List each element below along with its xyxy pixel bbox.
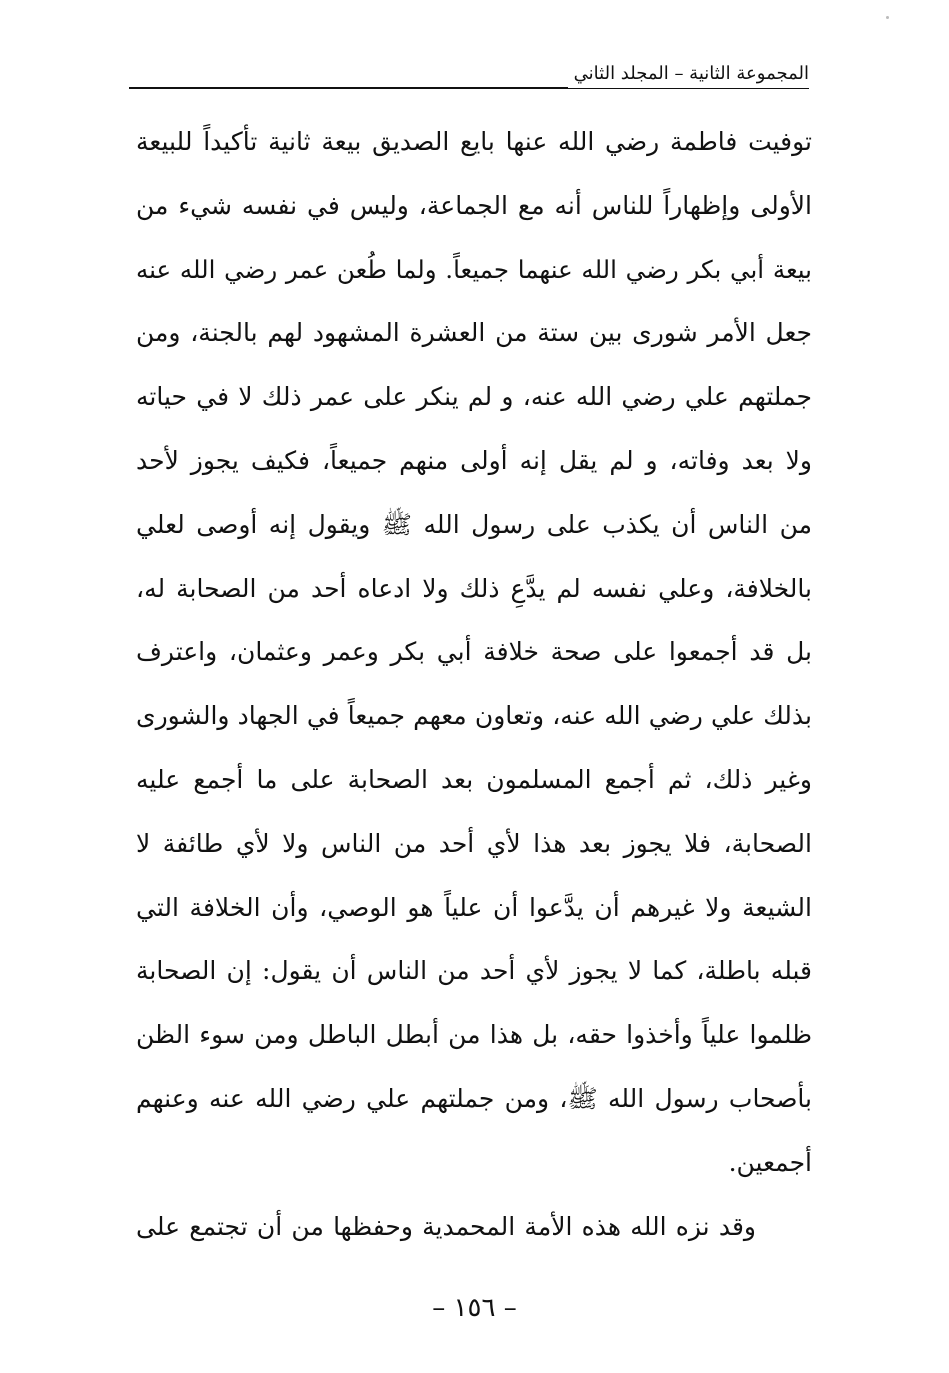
page-number: – ١٥٦ – xyxy=(432,1293,517,1323)
text-line: من الناس أن يكذب على رسول الله ﷺ ويقول إنه أوصى لعلي xyxy=(136,509,812,539)
text-line: الصحابة، فلا يجوز بعد هذا لأي أحد من الناس ولا لأي طائفة لا xyxy=(136,828,812,858)
text-line: الأولى وإظهاراً للناس أنه مع الجماعة، وليس في نفسه شيء من xyxy=(136,190,812,220)
text-line: ولا بعد وفاته، و لم يقل إنه أولى منهم جميعاً، فكيف يجوز لأحد xyxy=(136,445,812,475)
text-line: جعل الأمر شورى بين ستة من العشرة المشهود لهم بالجنة، ومن xyxy=(136,318,812,348)
paragraph-1 xyxy=(136,110,812,1195)
text-line: وغير ذلك، ثم أجمع المسلمون بعد الصحابة على ما أجمع عليه xyxy=(136,764,812,794)
text-line: بل قد أجمعوا على صحة خلافة أبي بكر وعمر وعثمان، واعترف xyxy=(136,637,812,667)
text-line: أجمعين. xyxy=(728,1147,812,1177)
header-title: المجموعة الثانية – المجلد الثاني xyxy=(568,60,809,88)
text-line: بأصحاب رسول الله ﷺ، ومن جملتهم علي رضي الله عنه وعنهم xyxy=(136,1083,812,1113)
text-line: قبله باطلة، كما لا يجوز لأي أحد من الناس أن يقول: إن الصحابة xyxy=(136,956,812,986)
text-line: جملتهم علي رضي الله عنه، و لم ينكر على عمر ذلك لا في حياته xyxy=(136,382,812,412)
text-line: وقد نزه الله هذه الأمة المحمدية وحفظها من أن تجتمع على xyxy=(136,1211,756,1241)
text-line: بذلك علي رضي الله عنه، وتعاون معهم جميعاً في الجهاد والشورى xyxy=(136,701,812,731)
paragraph-2 xyxy=(136,1195,812,1259)
text-line: بيعة أبي بكر رضي الله عنهما جميعاً. ولما طُعن عمر رضي الله عنه xyxy=(136,254,812,284)
text-line: الشيعة ولا غيرهم أن يدَّعوا أن علياً هو الوصي، وأن الخلافة التي xyxy=(136,892,812,922)
body-text xyxy=(136,110,812,1258)
scan-speck xyxy=(886,16,889,19)
text-line: توفيت فاطمة رضي الله عنها بايع الصديق بيعة ثانية تأكيداً للبيعة xyxy=(136,127,812,156)
text-line: بالخلافة، وعلي نفسه لم يدَّعِ ذلك ولا ادعاه أحد من الصحابة له، xyxy=(136,573,812,603)
text-line: ظلموا علياً وأخذوا حقه، بل هذا من أبطل الباطل ومن سوء الظن xyxy=(136,1020,812,1050)
running-header xyxy=(129,60,809,92)
